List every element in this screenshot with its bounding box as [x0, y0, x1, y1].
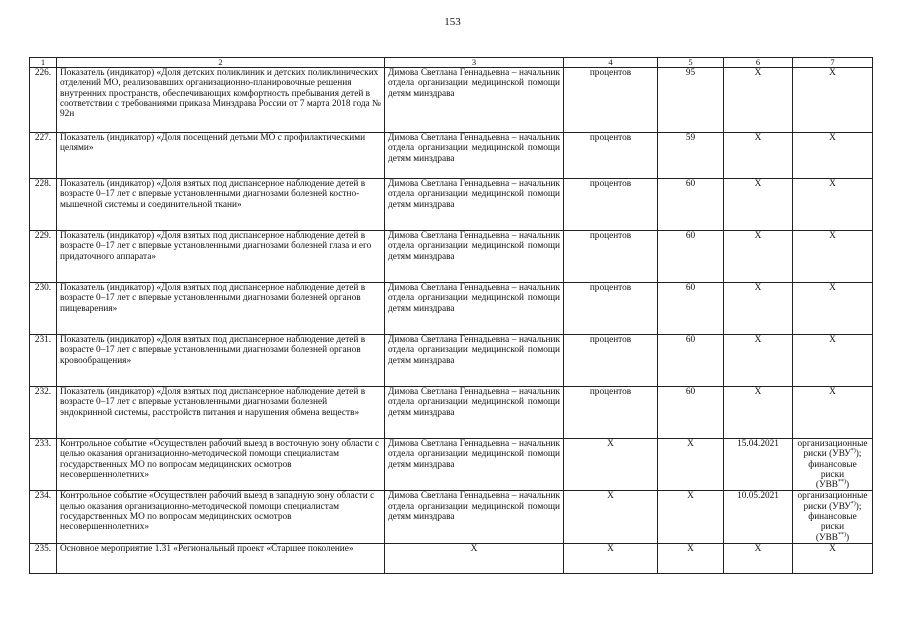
- row-number: 235.: [30, 543, 57, 573]
- table-row: [30, 491, 873, 543]
- risk-line: ): [845, 532, 850, 543]
- page-number: 153: [444, 16, 461, 28]
- value-cell: 60: [658, 335, 724, 387]
- indicator-description: Показатель (индикатор) «Доля взятых под диспансерное наблюдение детей в возрасте 0–17 лет с впервые установленными диагнозами болезней глаза и его придаточного аппарата»: [57, 231, 385, 283]
- column-header: 7: [793, 58, 873, 68]
- row-number: 228.: [30, 179, 57, 231]
- indicator-description: Показатель (индикатор) «Доля взятых под диспансерное наблюдение детей в возрасте 0–17 лет с впервые установленными диагнозами болезней органов кровообращения»: [57, 335, 385, 387]
- column-header: 6: [724, 58, 793, 68]
- risk-line: финансовые риски: [808, 512, 857, 533]
- unit-cell: X: [564, 439, 658, 491]
- indicator-description: Показатель (индикатор) «Доля посещений детьми МО с профилактическими целями»: [57, 133, 385, 179]
- date-cell: X: [724, 387, 793, 439]
- risk-cell: X: [793, 68, 873, 133]
- unit-cell: процентов: [564, 179, 658, 231]
- risk-line: );: [855, 449, 862, 460]
- table-row: [30, 335, 873, 387]
- row-number: 232.: [30, 387, 57, 439]
- date-cell: X: [724, 68, 793, 133]
- risk-line: ): [845, 480, 850, 491]
- footnote-mark: *): [850, 448, 856, 455]
- row-number: 227.: [30, 133, 57, 179]
- risk-cell: X: [793, 231, 873, 283]
- row-number: 231.: [30, 335, 57, 387]
- date-cell: 10.05.2021: [724, 491, 793, 543]
- unit-cell: процентов: [564, 335, 658, 387]
- value-cell: 60: [658, 387, 724, 439]
- responsible-person: Димова Светлана Геннадьевна – начальник отдела организации медицинской помощи детям минздрава: [385, 231, 564, 283]
- indicator-description: Показатель (индикатор) «Доля взятых под диспансерное наблюдение детей в возрасте 0–17 лет с впервые установленными диагнозами болезней эндокринной системы, расстройств питания и нарушения обмена веществ»: [57, 387, 385, 439]
- indicator-description: Показатель (индикатор) «Доля взятых под диспансерное наблюдение детей в возрасте 0–17 лет с впервые установленными диагнозами болезней костно-мышечной системы и соединительной ткани»: [57, 179, 385, 231]
- indicator-description: Основное мероприятие 1.31 «Региональный проект «Старшее поколение»: [57, 543, 385, 573]
- table-row: [30, 283, 873, 335]
- responsible-person: Димова Светлана Геннадьевна – начальник отдела организации медицинской помощи детям минздрава: [385, 283, 564, 335]
- table-row: [30, 133, 873, 179]
- column-header: 5: [658, 58, 724, 68]
- risk-cell: X: [793, 283, 873, 335]
- risk-cell: [793, 439, 873, 491]
- risk-line: (УВВ: [815, 532, 838, 543]
- risk-cell: X: [793, 133, 873, 179]
- responsible-person: Димова Светлана Геннадьевна – начальник отдела организации медицинской помощи детям минздрава: [385, 133, 564, 179]
- date-cell: X: [724, 543, 793, 573]
- value-cell: 60: [658, 231, 724, 283]
- risk-cell: X: [793, 179, 873, 231]
- responsible-person: Димова Светлана Геннадьевна – начальник отдела организации медицинской помощи детям минздрава: [385, 439, 564, 491]
- table-row: [30, 68, 873, 133]
- table-body: [30, 58, 873, 574]
- date-cell: 15.04.2021: [724, 439, 793, 491]
- responsible-person: Димова Светлана Геннадьевна – начальник отдела организации медицинской помощи детям минздрава: [385, 491, 564, 543]
- risk-line: (УВВ: [815, 480, 838, 491]
- date-cell: X: [724, 133, 793, 179]
- responsible-person: Димова Светлана Геннадьевна – начальник отдела организации медицинской помощи детям минздрава: [385, 179, 564, 231]
- table-row: [30, 439, 873, 491]
- unit-cell: процентов: [564, 231, 658, 283]
- date-cell: X: [724, 231, 793, 283]
- unit-cell: процентов: [564, 283, 658, 335]
- date-cell: X: [724, 179, 793, 231]
- risk-line: риски (УВУ: [803, 501, 851, 512]
- indicator-description: Показатель (индикатор) «Доля взятых под диспансерное наблюдение детей в возрасте 0–17 лет с впервые установленными диагнозами болезней органов пищеварения»: [57, 283, 385, 335]
- row-number: 234.: [30, 491, 57, 543]
- risk-cell: X: [793, 387, 873, 439]
- date-cell: X: [724, 283, 793, 335]
- risk-cell: X: [793, 543, 873, 573]
- row-number: 233.: [30, 439, 57, 491]
- risk-line: финансовые риски: [808, 459, 857, 480]
- data-table: [29, 57, 873, 574]
- responsible-person: Димова Светлана Геннадьевна – начальник отдела организации медицинской помощи детям минздрава: [385, 335, 564, 387]
- table-header-row: [30, 58, 873, 68]
- value-cell: X: [658, 543, 724, 573]
- column-header: 4: [564, 58, 658, 68]
- unit-cell: X: [564, 543, 658, 573]
- row-number: 226.: [30, 68, 57, 133]
- date-cell: X: [724, 335, 793, 387]
- row-number: 229.: [30, 231, 57, 283]
- value-cell: 60: [658, 179, 724, 231]
- unit-cell: X: [564, 491, 658, 543]
- unit-cell: процентов: [564, 387, 658, 439]
- footnote-mark: **): [837, 531, 846, 538]
- value-cell: X: [658, 491, 724, 543]
- value-cell: X: [658, 439, 724, 491]
- value-cell: 60: [658, 283, 724, 335]
- risk-cell: [793, 491, 873, 543]
- column-header: 1: [30, 58, 57, 68]
- table-row: [30, 387, 873, 439]
- risk-line: );: [855, 501, 862, 512]
- table-row: [30, 179, 873, 231]
- footnote-mark: *): [850, 500, 856, 507]
- value-cell: 59: [658, 133, 724, 179]
- value-cell: 95: [658, 68, 724, 133]
- risk-line: риски (УВУ: [803, 449, 851, 460]
- indicator-description: Контрольное событие «Осуществлен рабочий выезд в западную зону области с целью оказания организационно-методической помощи специалистам государственных МО по вопросам медицинских осмотров несовершеннолетних»: [57, 491, 385, 543]
- column-header: 2: [57, 58, 385, 68]
- row-number: 230.: [30, 283, 57, 335]
- unit-cell: процентов: [564, 133, 658, 179]
- responsible-person: X: [385, 543, 564, 573]
- table-row: [30, 543, 873, 573]
- responsible-person: Димова Светлана Геннадьевна – начальник отдела организации медицинской помощи детям минздрава: [385, 387, 564, 439]
- column-header: 3: [385, 58, 564, 68]
- risk-cell: X: [793, 335, 873, 387]
- unit-cell: процентов: [564, 68, 658, 133]
- risk-line: организационные: [797, 491, 868, 502]
- risk-line: организационные: [797, 439, 868, 449]
- indicator-description: Контрольное событие «Осуществлен рабочий выезд в восточную зону области с целью оказания организационно-методической помощи специалистам государственных МО по вопросам медицинских осмотров несовершеннолетних»: [57, 439, 385, 491]
- indicator-description: Показатель (индикатор) «Доля детских поликлиник и детских поликлинических отделений МО, реализовавших организационно-планировочные решения внутренних пространств, обеспечивающих комфортность пребывания детей в соответствии с требованиями приказа Минздрава России от 7 марта 2018 года № 92н: [57, 68, 385, 133]
- responsible-person: Димова Светлана Геннадьевна – начальник отдела организации медицинской помощи детям минздрава: [385, 68, 564, 133]
- footnote-mark: **): [837, 479, 846, 486]
- table-row: [30, 231, 873, 283]
